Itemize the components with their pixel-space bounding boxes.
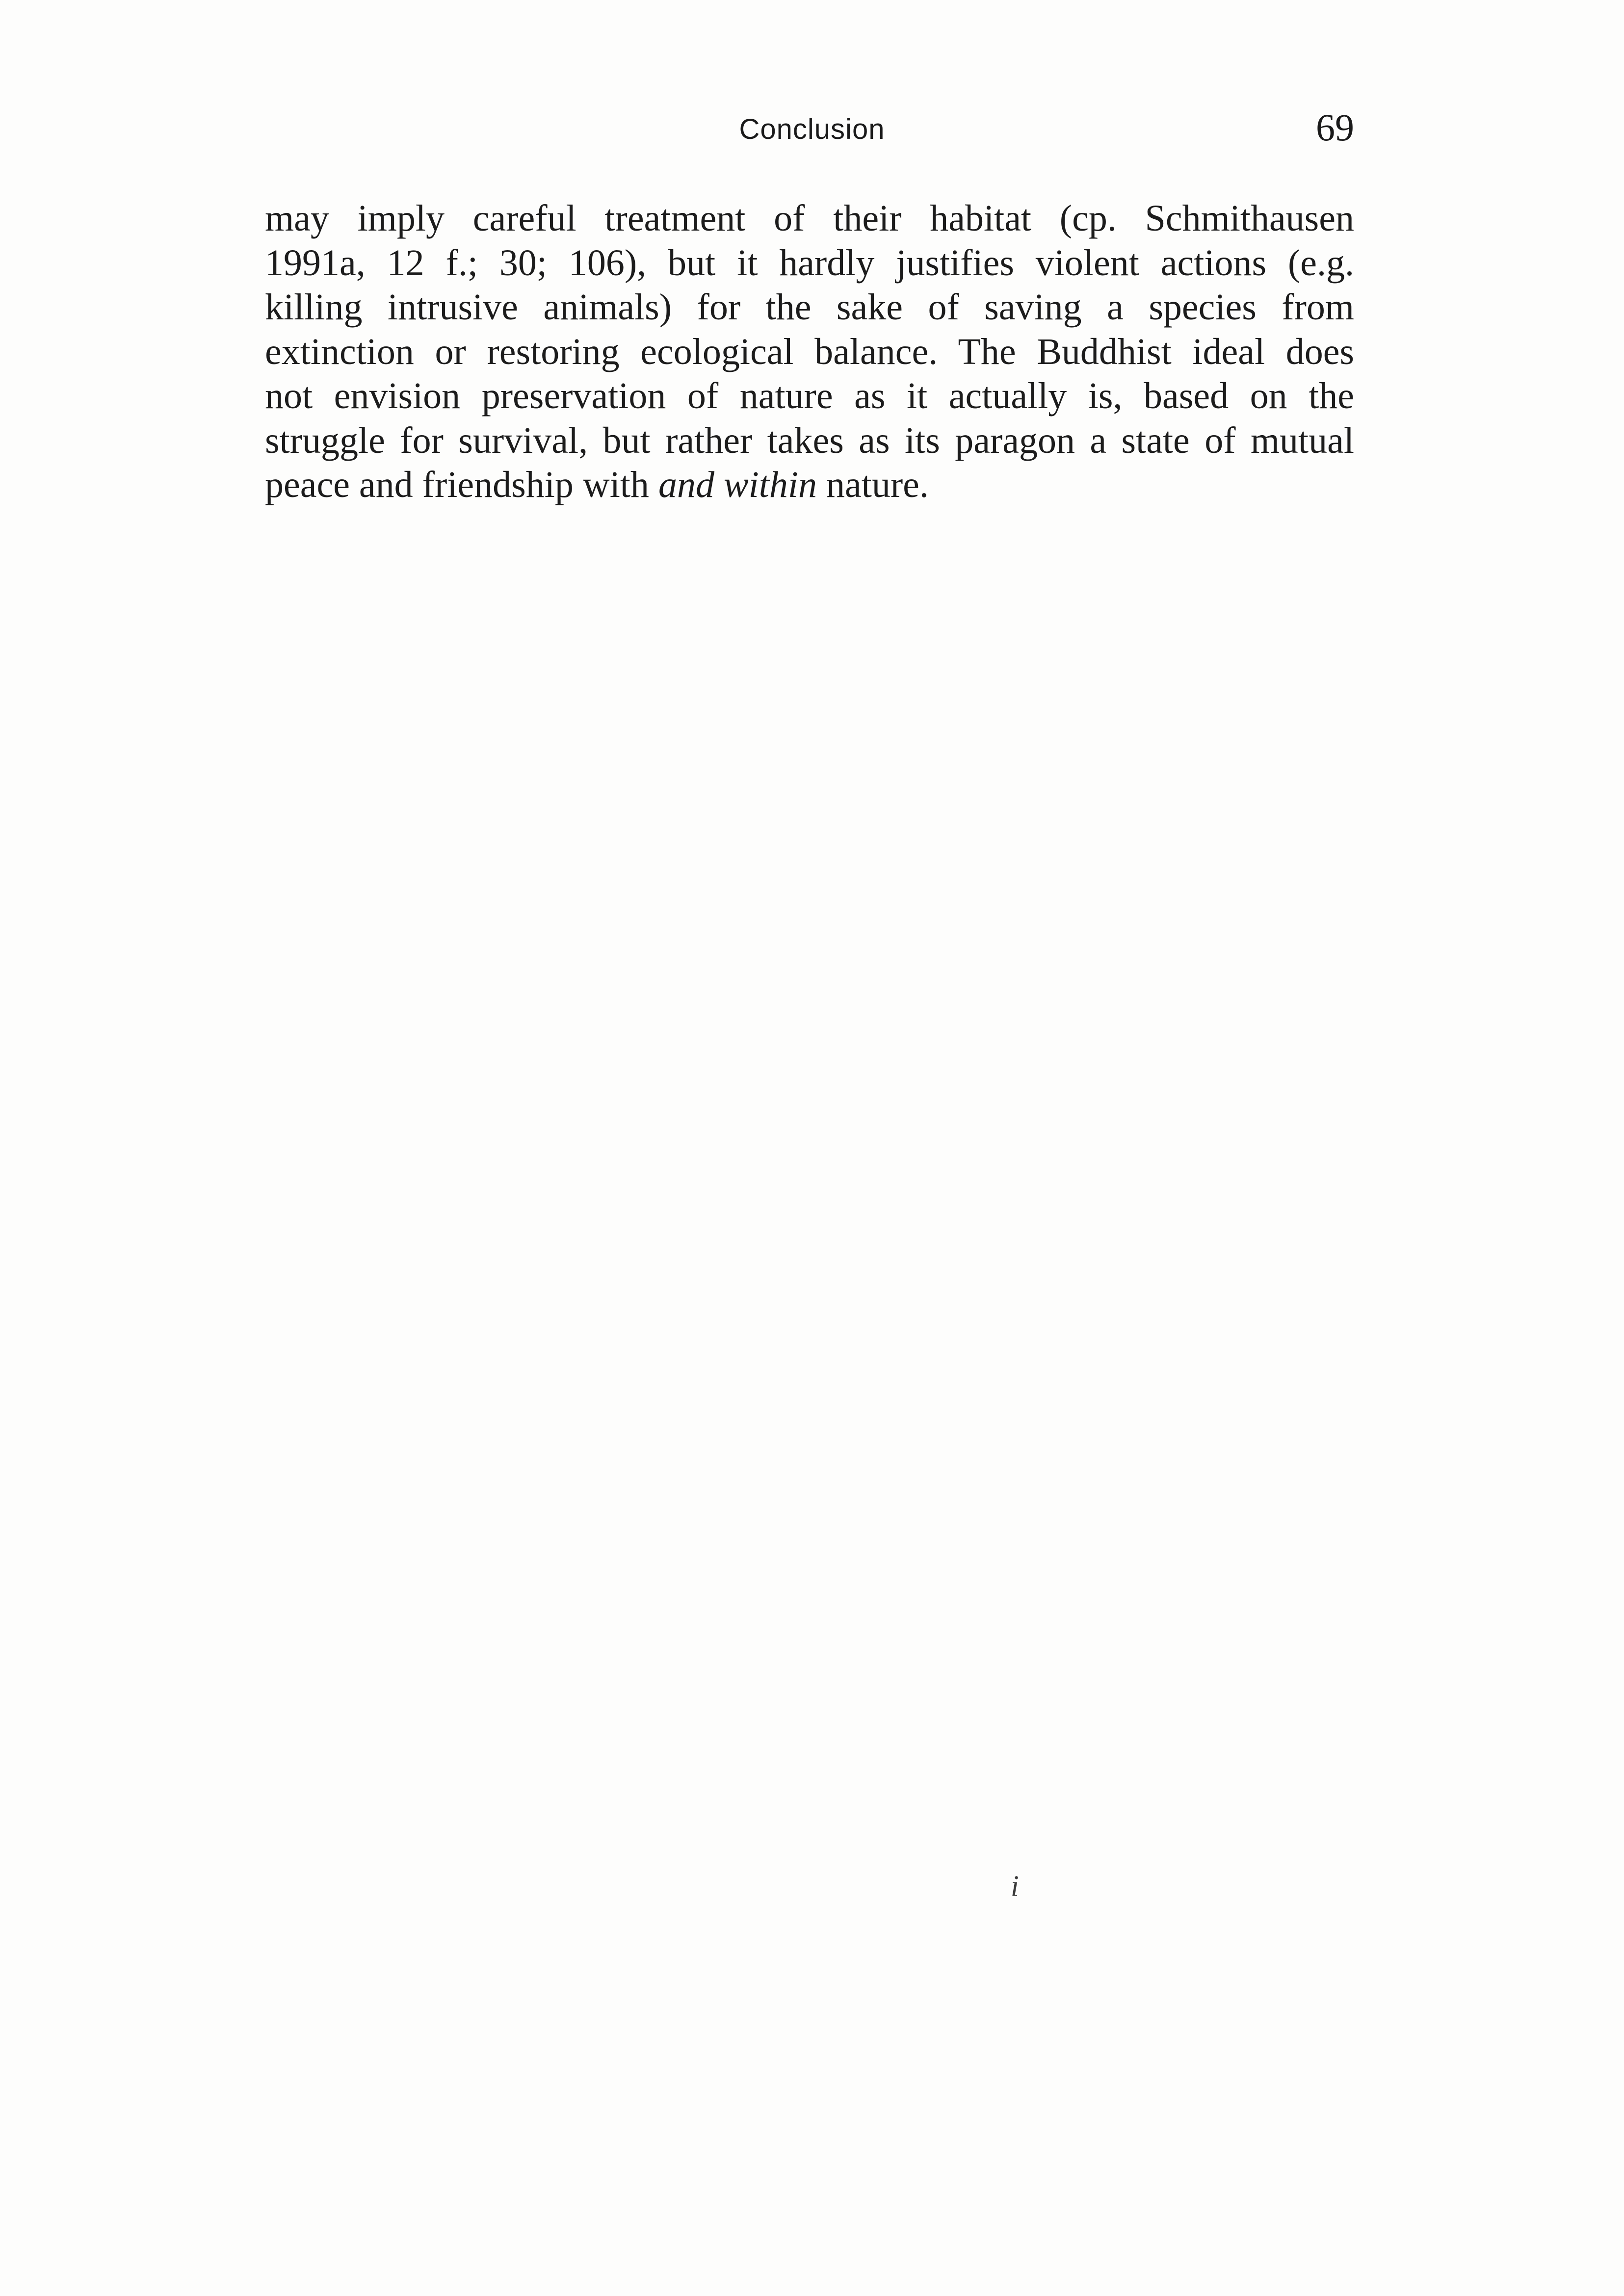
body-line-4: extinction or restoring ecological balance. The Buddhist ideal does xyxy=(265,331,1354,372)
running-head-title: Conclusion xyxy=(739,113,885,145)
body-line-1: may imply careful treatment of their habitat (cp. Schmithausen xyxy=(265,198,1354,239)
body-paragraph xyxy=(265,196,1354,507)
body-line-2: 1991a, 12 f.; 30; 106), but it hardly justifies violent actions (e.g. xyxy=(265,242,1354,284)
body-line-5: not envision preservation of nature as it actually is, based on the xyxy=(265,375,1354,417)
body-line-6: struggle for survival, but rather takes as its paragon a state of mutual xyxy=(265,419,1354,461)
italic-emphasis: and within xyxy=(658,464,817,505)
body-line-7-start: peace and friendship with xyxy=(265,464,658,505)
body-line-7 xyxy=(265,463,1354,507)
body-line-3: killing intrusive animals) for the sake of saving a species from xyxy=(265,287,1354,328)
stray-pen-mark: i xyxy=(1011,1870,1019,1902)
body-line-7-end: nature. xyxy=(816,464,929,505)
page-number: 69 xyxy=(1316,106,1354,149)
